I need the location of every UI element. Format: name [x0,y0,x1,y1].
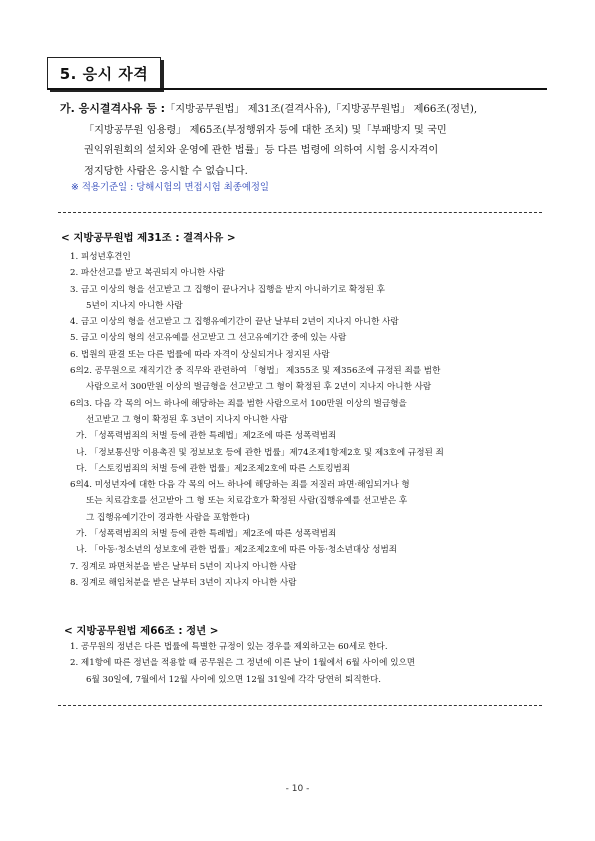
list-item: 나. 「정보통신망 이용촉진 및 정보보호 등에 관한 법률」제74조제1항제2호 및 제3호에 규정된 죄 [76,447,444,458]
list-item: 6의4. 미성년자에 대한 다음 각 목의 어느 하나에 해당하는 죄를 저질러 파면·해임되거나 형 [70,480,410,491]
section-title: 5. 응시 자격 [59,64,149,83]
disqualification-paragraph [60,99,560,182]
article66-list [70,639,415,688]
list-item: 1. 피성년후견인 [70,252,131,262]
list-item: 7. 징계로 파면처분을 받은 날부터 5년이 지나지 아니한 사람 [70,561,297,572]
disqualification-line-3: 권익위원회의 설치와 운영에 관한 법률」등 다른 법령에 의하여 시험 응시자격이 [84,145,439,156]
disqualification-line-2: 「지방공무원 임용령」 제65조(부정행위자 등에 대한 조치) 및「부패방지 및 국민 [84,124,447,136]
article31-list [70,249,444,591]
list-item: 사람으로서 300만원 이상의 벌금형을 선고받고 그 형이 확정된 후 2년이 지나지 아니한 사람 [86,382,432,393]
list-item: 또는 치료감호를 선고받아 그 형 또는 치료감호가 확정된 사람(집행유예를 선고받은 후 [86,496,408,507]
list-item: 그 집행유예기간이 경과한 사람을 포함한다) [86,512,250,523]
list-item: 6의3. 다음 각 목의 어느 하나에 해당하는 죄를 범한 사람으로서 100만원 이상의 벌금형을 [70,398,407,409]
list-item: 1. 공무원의 정년은 다른 법률에 특별한 규정이 있는 경우를 제외하고는 60세로 한다. [70,642,388,652]
section-divider [47,88,547,90]
article66-title: < 지방공무원법 제66조 : 정년 > [64,625,219,637]
reference-date-note: ※ 적용기준일 : 당해시험의 면접시험 최종예정일 [71,182,269,193]
list-item: 4. 금고 이상의 형을 선고받고 그 집행유예기간이 끝난 날부터 2년이 지나지 아니한 사람 [70,317,399,328]
section-heading-box [47,57,161,89]
list-item: 가. 「성폭력범죄의 처벌 등에 관한 특례법」제2조에 따른 성폭력범죄 [76,431,337,442]
list-item: 다. 「스토킹범죄의 처벌 등에 관한 법률」제2조제2호에 따른 스토킹범죄 [76,463,351,474]
list-item: 2. 파산선고를 받고 복권되지 아니한 사람 [70,268,225,279]
list-item: 6월 30일에, 7월에서 12월 사이에 있으면 12월 31일에 각각 당연히 퇴직한다. [86,674,381,685]
list-item: 6. 법원의 판결 또는 다른 법률에 따라 자격이 상실되거나 정지된 사람 [70,349,330,360]
list-item: 선고받고 그 형이 확정된 후 3년이 지나지 아니한 사람 [86,414,288,425]
disqualification-line-4: 정지당한 사람은 응시할 수 없습니다. [84,165,248,177]
list-item: 5. 금고 이상의 형의 선고유예를 선고받고 그 선고유예기간 중에 있는 사람 [70,333,347,344]
list-item: 나. 「아동·청소년의 성보호에 관한 법률」제2조제2호에 따른 아동·청소년대상 성범죄 [76,545,398,556]
disqualification-line-1 [60,99,560,121]
list-item: 가. 「성폭력범죄의 처벌 등에 관한 특례법」제2조에 따른 성폭력범죄 [76,529,337,540]
list-item: 6의2. 공무원으로 재직기간 중 직무와 관련하여 「형법」 제355조 및 제356조에 규정된 죄를 범한 [70,366,441,377]
disqualification-lead: 가. 응시결격사유 등 : [60,102,166,115]
article31-title: < 지방공무원법 제31조 : 결격사유 > [61,232,236,244]
page-number: - 10 - [285,784,310,794]
list-item: 8. 징계로 해임처분을 받은 날부터 3년이 지나지 아니한 사람 [70,577,297,588]
list-item: 3. 금고 이상의 형을 선고받고 그 집행이 끝나거나 집행을 받지 아니하기로 확정된 후 [70,284,385,295]
list-item: 2. 제1항에 따른 정년을 적용할 때 공무원은 그 정년에 이른 날이 1월에서 6월 사이에 있으면 [70,658,416,669]
disqualification-line-1-text: 「지방공무원법」 제31조(결격사유),「지방공무원법」 제66조(정년), [165,104,478,115]
list-item: 5년이 지나지 아니한 사람 [86,300,183,311]
